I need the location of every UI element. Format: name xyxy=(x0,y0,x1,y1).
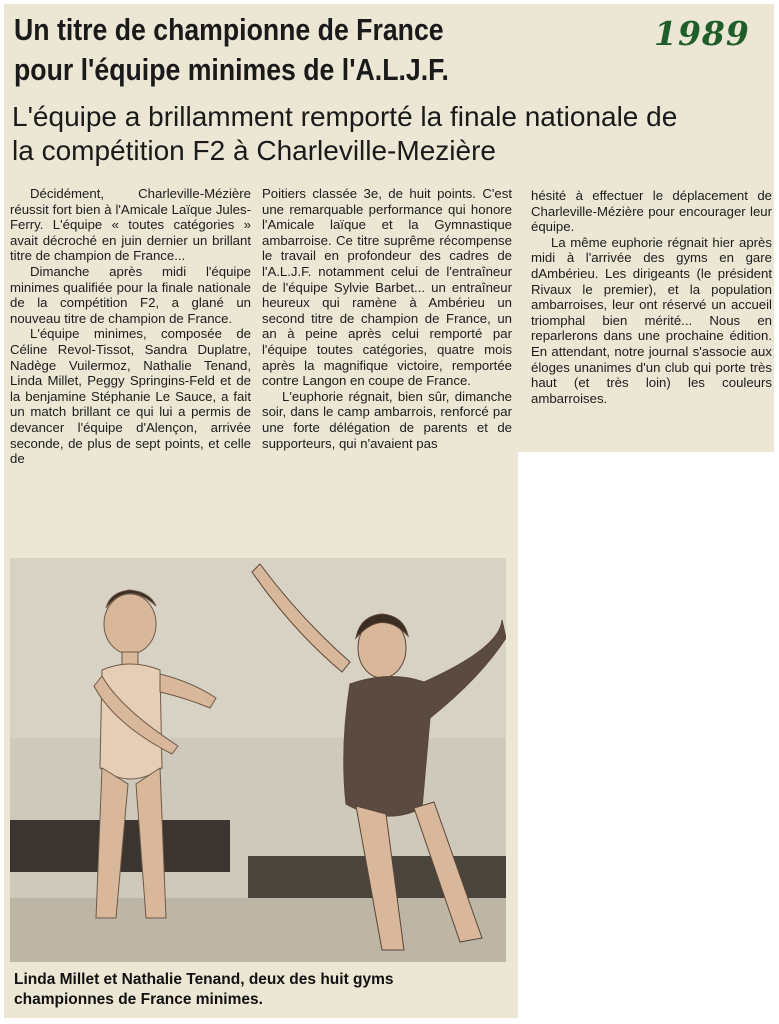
subheadline-line-1: L'équipe a brillamment remporté la finale nationale de xyxy=(12,101,678,132)
caption-line-2: championnes de France minimes. xyxy=(14,991,263,1008)
paragraph: hésité à effectuer le déplacement de Charleville-Mézière pour encourager leur équipe. xyxy=(531,188,772,235)
photo-illustration xyxy=(10,558,506,962)
paragraph: L'euphorie régnait, bien sûr, dimanche soir, dans le camp ambarrois, renforcé par une forte délégation de parents et de supporteurs, qui n'avaient pas xyxy=(262,388,512,451)
article-column-3 xyxy=(531,188,772,406)
article-column-1 xyxy=(10,186,251,467)
caption-line-1: Linda Millet et Nathalie Tenand, deux des huit gyms xyxy=(14,971,394,988)
gymnasts-photo xyxy=(10,558,506,962)
paragraph: Poitiers classée 3e, de huit points. C'est une remarquable performance qui honore l'Amicale laïque et la Gymnastique ambarroise. Ce titre suprême récompense le travail en profondeur des cadres de l'A.L.J.F. notamment celui de l'entraîneur de l'équipe Sylvie Barbet... un entraîneur heureux qui ramène à Ambérieu un second titre de champion de France, un an à peine après celui remporté par l'équipe toutes catégories, quatre mois après la magnifique victoire, remportée contre Langon en coupe de France. xyxy=(262,186,512,389)
headline-line-2: pour l'équipe minimes de l'A.L.J.F. xyxy=(14,52,449,87)
paragraph: L'équipe minimes, composée de Céline Revol-Tissot, Sandra Duplatre, Nadège Vuilermoz, Nathalie Tenand, Linda Millet, Peggy Springins-Feld et de la benjamine Stéphanie Le Sauce, a fait un match brillant ce qui lui a permis de devancer l'équipe d'Alençon, arrivée seconde, de plus de sept points, et celle de xyxy=(10,326,251,467)
subheadline-line-2: la compétition F2 à Charleville-Mezière xyxy=(12,135,496,166)
subheadline xyxy=(12,100,677,168)
article-column-2 xyxy=(262,186,512,451)
paragraph: Dimanche après midi l'équipe minimes qualifiée pour la finale nationale de la compétition F2, a glané un nouveau titre de champion de France. xyxy=(10,263,251,326)
paragraph: La même euphorie régnait hier après midi à l'arrivée des gyms en gare dAmbérieu. Les dirigeants (le président Rivaux le premier), et la population ambarroises, leur ont réservé un accueil triomphal bien mérité... Nous en reparlerons dans une prochaine édition. En attendant, notre journal s'associe aux éloges unanimes d'un club qui porte très haut (et très loin) les couleurs ambarroises. xyxy=(531,234,772,406)
handwritten-year: 1989 xyxy=(654,14,750,53)
headline-line-1: Un titre de championne de France xyxy=(14,12,444,47)
photo-caption xyxy=(14,970,504,1010)
headline xyxy=(14,10,449,90)
paragraph: Décidément, Charleville-Mézière réussit fort bien à l'Amicale Laïque Jules-Ferry. L'équipe « toutes catégories » avait décroché en juin dernier un brillant titre de champion de France... xyxy=(10,186,251,264)
